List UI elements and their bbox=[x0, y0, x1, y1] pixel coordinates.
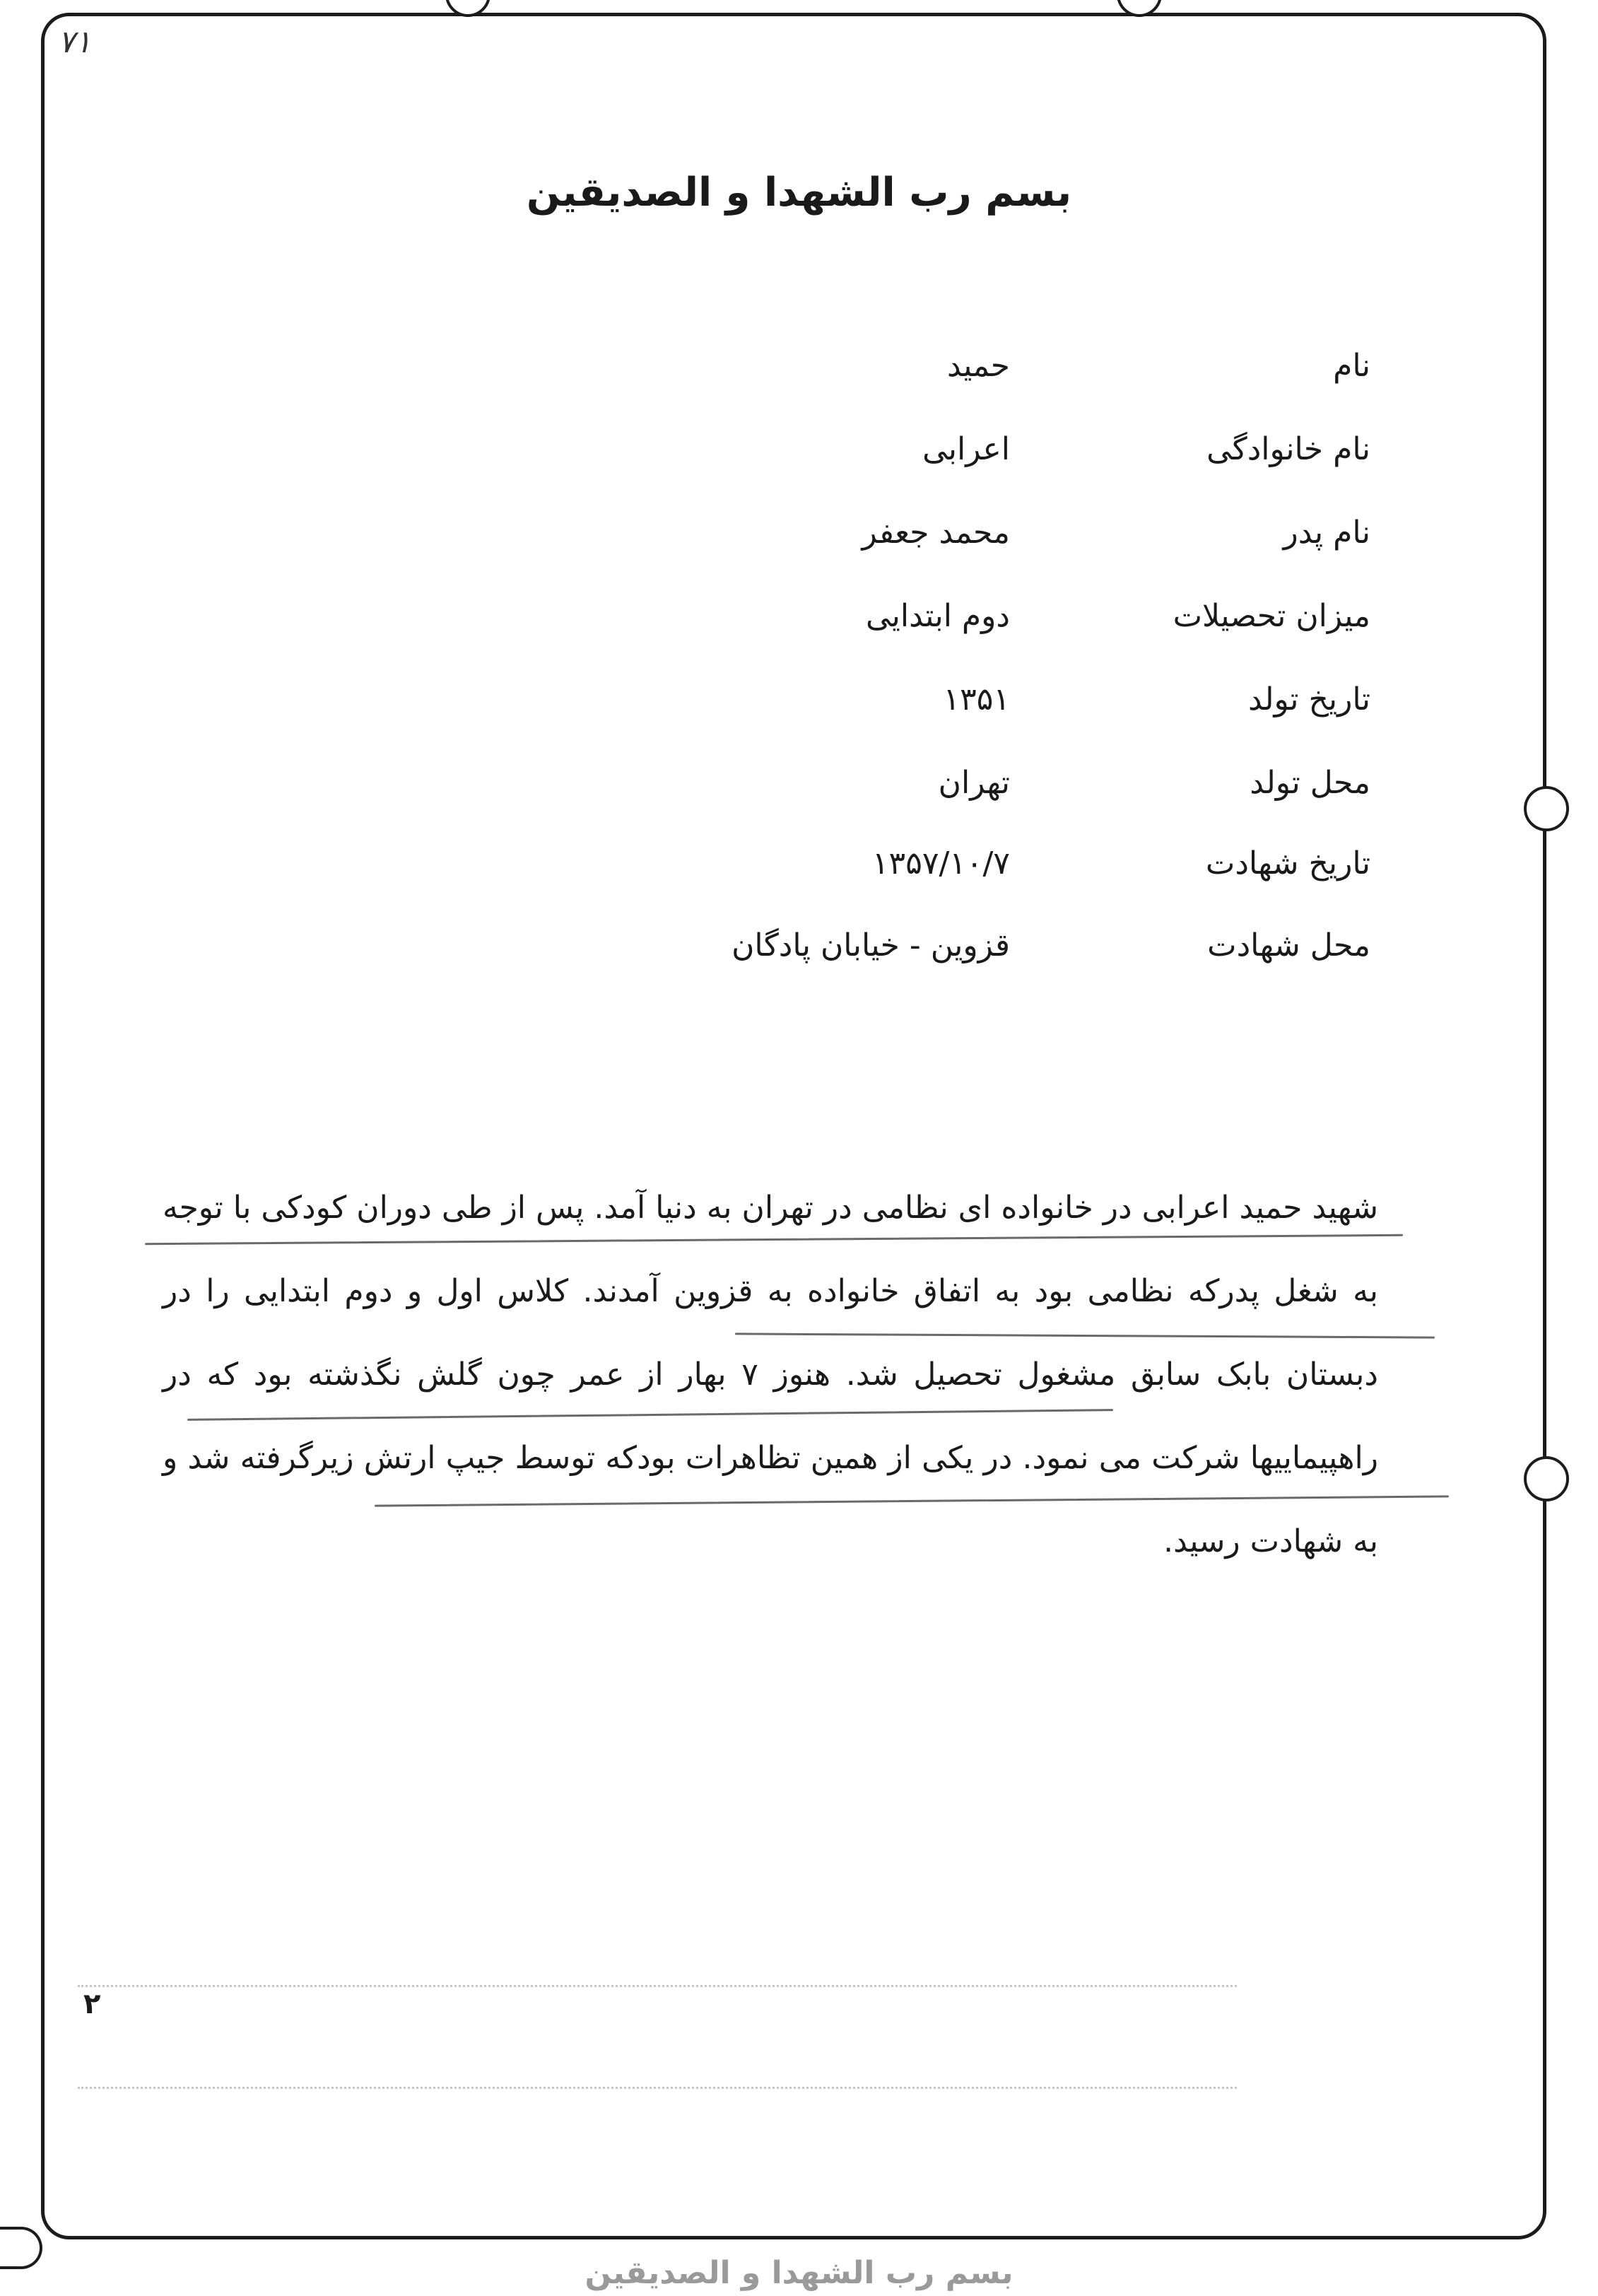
scan-artifact-line bbox=[78, 1985, 1237, 1988]
field-value: ۱۳۵۷/۱۰/۷ bbox=[871, 845, 1010, 882]
field-row-martyrdom-place bbox=[0, 927, 1598, 977]
field-value: قزوین - خیابان پادگان bbox=[732, 927, 1010, 964]
field-row-education bbox=[0, 598, 1598, 648]
field-label: نام bbox=[1333, 348, 1370, 384]
field-value: دوم ابتدایی bbox=[865, 598, 1010, 634]
binder-hole-bottom bbox=[1524, 1456, 1569, 1501]
page-number-top: ۷۱ bbox=[58, 24, 92, 60]
field-row-birth-place bbox=[0, 765, 1598, 814]
field-value: محمد جعفر bbox=[862, 515, 1010, 551]
field-row-name bbox=[0, 348, 1598, 397]
field-row-father-name bbox=[0, 515, 1598, 564]
field-label: میزان تحصیلات bbox=[1173, 598, 1370, 634]
scan-artifact-line bbox=[78, 2087, 1237, 2090]
page-title: بسم رب الشهدا و الصدیقین bbox=[526, 170, 1072, 216]
field-label: نام خانوادگی bbox=[1206, 431, 1370, 467]
field-value: ۱۳۵۱ bbox=[943, 681, 1010, 718]
field-label: نام پدر bbox=[1283, 515, 1370, 551]
page-number-bottom: ۲ bbox=[83, 1988, 101, 2020]
field-value: حمید bbox=[946, 348, 1010, 384]
field-value: تهران bbox=[938, 765, 1010, 801]
field-label: تاریخ تولد bbox=[1247, 681, 1370, 718]
biography-paragraph: شهید حمید اعرابی در خانواده ای نظامی در تهران به دنیا آمد. پس از طی دوران کودکی با توجه به شغل پدرکه نظامی بود به اتفاق خانواده به قزوین آمدند. کلاس اول و دوم ابتدایی را در دبستان بابک سابق مشغول تحصیل شد. هنوز ۷ بهار از عمر چون گلش نگذشته بود که در راهپیماییها شرکت می نمود. در یکی از همین تظاهرات بودکه توسط جیپ ارتش زیرگرفته شد و به شهادت رسید. bbox=[163, 1190, 1378, 1559]
field-label: محل شهادت bbox=[1207, 927, 1370, 964]
field-row-birth-date bbox=[0, 681, 1598, 731]
field-row-martyrdom-date bbox=[0, 845, 1598, 895]
field-label: تاریخ شهادت bbox=[1205, 845, 1370, 882]
bleed-through-text: بسم رب الشهدا و الصدیقین bbox=[584, 2255, 1014, 2291]
field-label: محل تولد bbox=[1250, 765, 1370, 801]
field-value: اعرابی bbox=[922, 431, 1010, 467]
field-row-family-name bbox=[0, 431, 1598, 481]
page-frame bbox=[41, 13, 1546, 2239]
